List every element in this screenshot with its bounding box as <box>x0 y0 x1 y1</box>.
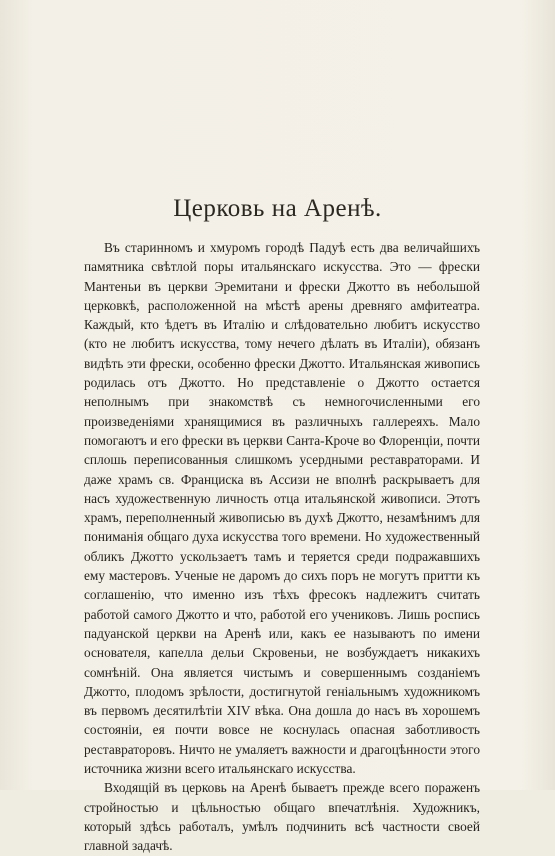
chapter-body <box>84 238 480 856</box>
paragraph-2: Входящій въ церковь на Аренѣ бываетъ прежде всего пораженъ стройностью и цѣльностью общаго впечатлѣнія. Художникъ, который здѣсь работалъ, умѣлъ подчинить всѣ частности своей главной задачѣ. <box>84 780 480 854</box>
paragraph-1: Въ старинномъ и хмуромъ городѣ Падуѣ есть два величайшихъ памятника свѣтлой поры итальянскаго искусства. Это — фрески Мантеньи въ церкви Эремитани и фрески Джотто въ небольшой церковкѣ, расположенной на мѣстѣ арены древняго амфитеатра. Каждый, кто ѣдетъ въ Италію и слѣдовательно любитъ искусство (кто не любитъ искусства, тому нечего дѣлать въ Италіи), обязанъ видѣть эти фрески, особенно фрески Джотто. Итальянская живопись родилась отъ Джотто. Но представленіе о Джотто остается неполнымъ при знакомствѣ съ немногочисленными его произведеніями хранящимися въ различныхъ галлереяхъ. Мало помогаютъ и его фрески въ церкви Санта-Кроче во Флоренціи, почти сплошь переписованныя слишкомъ усердными реставраторами. И даже храмъ св. Франциска въ Ассизи не вполнѣ раскрываетъ для насъ художественную личность отца итальянской живописи. Этотъ храмъ, переполненный живописью въ духѣ Джотто, незамѣнимъ для пониманія общаго духа искусства того времени. Но художественный обликъ Джотто ускользаетъ тамъ и теряется среди подражавшихъ ему мастеровъ. Ученые не даромъ до сихъ поръ не могутъ притти къ соглашенію, что именно изъ тѣхъ фресокъ надлежитъ считать работой самого Джотто и что, работой его учениковъ. Лишь роспись падуанской церкви на Аренѣ или, какъ ее называютъ по имени основателя, капелла дельи Скровеньи, не возбуждаетъ никакихъ сомнѣній. Она является чистымъ и совершеннымъ созданіемъ Джотто, плодомъ зрѣлости, достигнутой геніальнымъ художникомъ въ первомъ десятилѣтіи XIV вѣка. Она дошла до насъ въ хорошемъ состояніи, ея почти вовсе не коснулась опасная заботливость реставраторовъ. Ничто не умаляетъ важности и драгоцѣнности этого источника жизни всего итальянскаго искусства. <box>84 240 480 777</box>
chapter-title: Церковь на Аренѣ. <box>173 194 382 222</box>
